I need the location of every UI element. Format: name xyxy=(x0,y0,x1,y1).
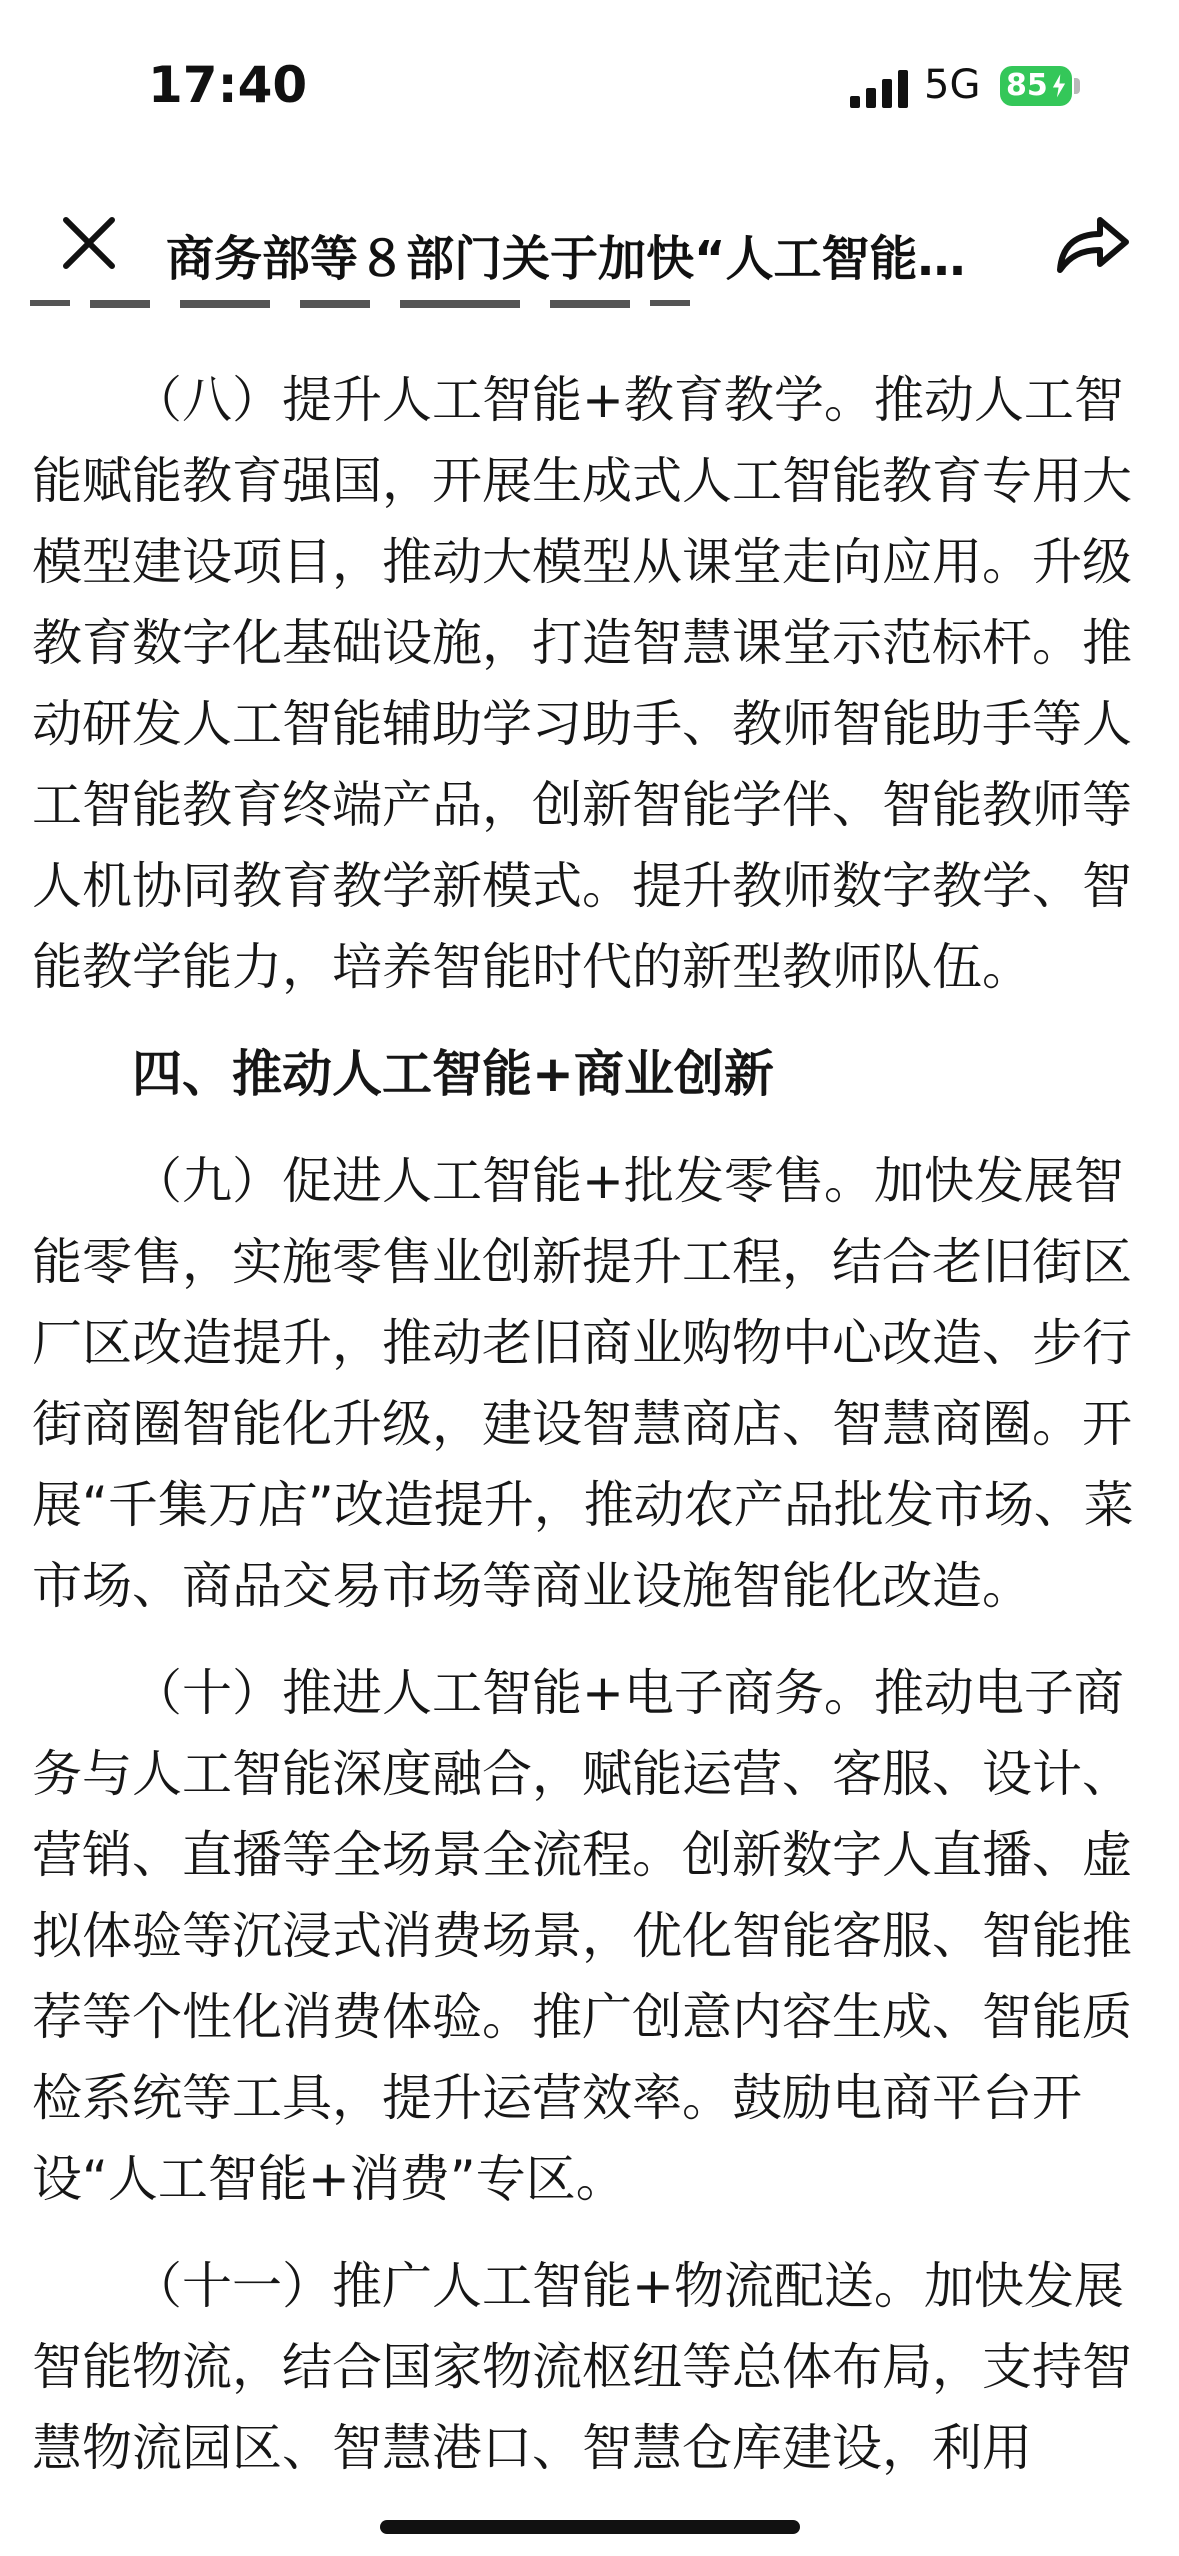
close-icon[interactable] xyxy=(56,210,122,276)
network-type: 5G xyxy=(924,62,981,108)
share-icon[interactable] xyxy=(1052,210,1132,276)
home-indicator[interactable] xyxy=(380,2520,800,2534)
article-paragraph-10: （十）推进人工智能+电子商务。推动电子商务与人工智能深度融合，赋能运营、客服、设计、营销、直播等全场景全流程。创新数字人直播、虚拟体验等沉浸式消费场景，优化智能客服、智能推荐等个性化消费体验。推广创意内容生成、智能质检系统等工具，提升运营效率。鼓励电商平台开设“人工智能+消费”专区。 xyxy=(32,1664,1132,2208)
section-heading-4: 四、推动人工智能+商业创新 xyxy=(132,1045,774,1103)
cellular-signal-icon xyxy=(850,70,910,108)
battery-cap xyxy=(1074,78,1080,94)
article-paragraph-8: （八）提升人工智能+教育教学。推动人工智能赋能教育强国，开展生成式人工智能教育专用大模型建设项目，推动大模型从课堂走向应用。升级教育数字化基础设施，打造智慧课堂示范标杆。推动研发人工智能辅助学习助手、教师智能助手等人工智能教育终端产品，创新智能学伴、智能教师等人机协同教育教学新模式。提升教师数字教学、智能教学能力，培养智能时代的新型教师队伍。 xyxy=(32,371,1132,996)
status-bar xyxy=(0,0,1179,170)
article-body xyxy=(32,360,1162,2515)
charging-bolt-icon xyxy=(1050,72,1068,100)
battery-level: 85 xyxy=(1006,68,1048,103)
status-time: 17:40 xyxy=(148,56,308,114)
page-title: 商务部等８部门关于加快“人工智能… xyxy=(166,231,966,287)
navigation-bar xyxy=(0,170,1179,300)
battery-icon xyxy=(1000,66,1072,106)
article-paragraph-9: （九）促进人工智能+批发零售。加快发展智能零售，实施零售业创新提升工程，结合老旧街区厂区改造提升，推动老旧商业购物中心改造、步行街商圈智能化升级，建设智慧商店、智慧商圈。开展“千集万店”改造提升，推动农产品批发市场、菜市场、商品交易市场等商业设施智能化改造。 xyxy=(32,1152,1134,1615)
article-paragraph-11: （十一）推广人工智能+物流配送。加快发展智能物流，结合国家物流枢纽等总体布局，支持智慧物流园区、智慧港口、智慧仓库建设，利用 xyxy=(32,2257,1132,2477)
